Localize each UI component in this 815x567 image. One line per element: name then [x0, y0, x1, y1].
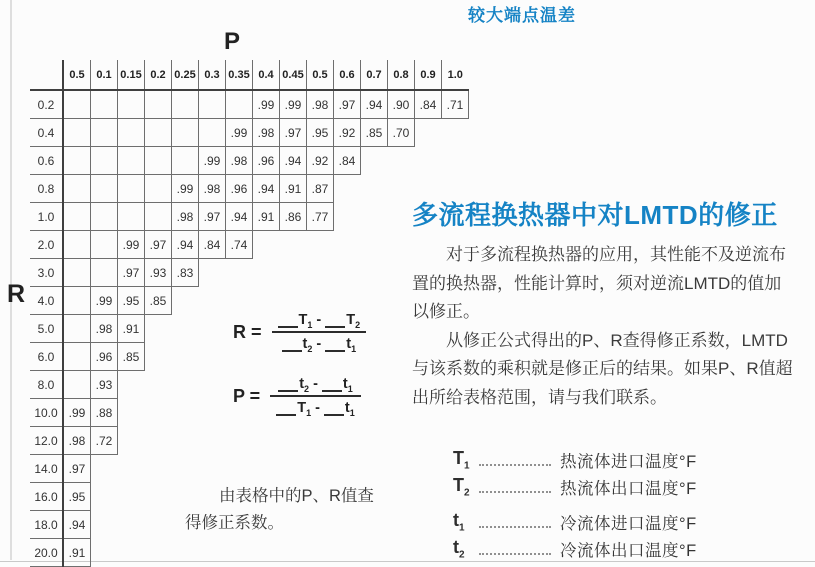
- paragraph-line: 出所给表格范围，请与我们联系。: [412, 387, 667, 407]
- table-cell: .84: [199, 231, 226, 259]
- empty-cell: [145, 371, 172, 399]
- formula-lhs: P =: [233, 385, 261, 406]
- table-cell: [63, 119, 91, 147]
- empty-cell: [280, 259, 307, 287]
- empty-cell: [91, 511, 118, 539]
- table-row: [30, 259, 469, 287]
- r-axis-label: R: [7, 280, 26, 308]
- col-header: 0.9: [415, 60, 442, 90]
- table-cell: [172, 147, 199, 175]
- formula-term: T $_1$: [276, 400, 311, 416]
- empty-cell: [199, 539, 226, 567]
- empty-cell: [415, 539, 442, 567]
- table-cell: .84: [415, 90, 442, 119]
- row-label: 14.0: [30, 455, 63, 483]
- table-cell: [199, 119, 226, 147]
- table-row: [30, 175, 469, 203]
- empty-cell: [415, 455, 442, 483]
- table-cell: [91, 90, 118, 119]
- empty-cell: [334, 455, 361, 483]
- empty-cell: [172, 399, 199, 427]
- table-cell: .96: [226, 175, 253, 203]
- table-cell: .99: [63, 399, 91, 427]
- empty-cell: [172, 455, 199, 483]
- table-cell: .91: [280, 175, 307, 203]
- table-usage-note: [185, 483, 425, 537]
- table-cell: [91, 231, 118, 259]
- table-cell: .88: [91, 399, 118, 427]
- empty-cell: [307, 287, 334, 315]
- table-cell: .98: [253, 119, 280, 147]
- table-cell: [145, 90, 172, 119]
- empty-cell: [91, 539, 118, 567]
- empty-cell: [199, 315, 226, 343]
- empty-cell: [280, 287, 307, 315]
- row-label: 10.0: [30, 399, 63, 427]
- empty-cell: [253, 231, 280, 259]
- table-cell: .96: [91, 343, 118, 371]
- table-row: [30, 203, 469, 231]
- empty-cell: [172, 427, 199, 455]
- legend-item: [453, 534, 697, 561]
- empty-cell: [334, 231, 361, 259]
- table-cell: [118, 90, 145, 119]
- paragraph-line: 对于多流程换热器的应用，其性能不及逆流布: [446, 245, 786, 264]
- empty-cell: [361, 175, 388, 203]
- blank-line: [278, 314, 298, 328]
- blank-line: [325, 314, 345, 328]
- table-cell: .99: [253, 90, 280, 119]
- blank-line: [278, 378, 298, 392]
- note-line: 得修正系数。: [185, 514, 284, 532]
- empty-cell: [172, 539, 199, 567]
- table-row: [30, 287, 469, 315]
- empty-cell: [91, 483, 118, 511]
- formula-term: t $_1$: [325, 336, 356, 352]
- table-cell: [91, 147, 118, 175]
- fraction: [272, 312, 367, 352]
- empty-cell: [307, 231, 334, 259]
- legend-desc: 冷流体进口温度°F: [560, 515, 697, 533]
- table-row: [30, 90, 469, 119]
- table-cell: .92: [307, 147, 334, 175]
- empty-cell: [361, 259, 388, 287]
- table-cell: .98: [172, 203, 199, 231]
- formula-term: t $_2$: [282, 336, 313, 352]
- table-cell: [118, 147, 145, 175]
- legend-desc: 热流体进口温度°F: [560, 453, 697, 471]
- row-label: 0.8: [30, 175, 63, 203]
- formula-term: T $_1$: [278, 312, 313, 328]
- empty-cell: [361, 287, 388, 315]
- empty-cell: [118, 511, 145, 539]
- table-cell: .96: [253, 147, 280, 175]
- formula-lhs: R =: [233, 321, 262, 342]
- table-cell: [91, 203, 118, 231]
- empty-cell: [307, 539, 334, 567]
- table-cell: .99: [118, 231, 145, 259]
- table-cell: .95: [63, 483, 91, 511]
- empty-cell: [388, 259, 415, 287]
- table-cell: [91, 175, 118, 203]
- note-line: 由表格中的P、R值查: [219, 487, 374, 505]
- table-cell: [118, 119, 145, 147]
- legend-symbol: $t_2$: [453, 537, 465, 561]
- table-cell: [199, 90, 226, 119]
- paragraph-line: 以修正。: [412, 302, 480, 321]
- table-cell: .99: [172, 175, 199, 203]
- legend-desc: 冷流体出口温度°F: [560, 542, 697, 560]
- legend-symbol: $T_2$: [453, 475, 470, 499]
- empty-cell: [334, 539, 361, 567]
- table-cell: .93: [145, 259, 172, 287]
- table-cell: [63, 231, 91, 259]
- row-label: 16.0: [30, 483, 63, 511]
- empty-cell: [388, 315, 415, 343]
- numerator: t $_2$ - t $_1$: [270, 376, 361, 397]
- table-cell: .97: [280, 119, 307, 147]
- table-cell: [145, 147, 172, 175]
- empty-cell: [415, 119, 442, 147]
- empty-cell: [145, 511, 172, 539]
- table-cell: .90: [388, 90, 415, 119]
- legend-item: [453, 472, 697, 499]
- table-cell: .83: [172, 259, 199, 287]
- empty-cell: [145, 427, 172, 455]
- table-cell: .71: [442, 90, 469, 119]
- header-row: [30, 60, 469, 90]
- table-cell: .85: [118, 343, 145, 371]
- row-label: 2.0: [30, 231, 63, 259]
- col-header: 0.25: [172, 60, 199, 90]
- table-cell: .97: [63, 455, 91, 483]
- col-header: 0.6: [334, 60, 361, 90]
- paragraph-line: 置的换热器，性能计算时，须对逆流LMTD的值加: [412, 273, 782, 293]
- empty-cell: [145, 315, 172, 343]
- table-cell: .95: [307, 119, 334, 147]
- empty-cell: [118, 539, 145, 567]
- table-cell: .97: [334, 90, 361, 119]
- table-cell: [145, 203, 172, 231]
- blank-line: [325, 338, 345, 352]
- empty-cell: [361, 147, 388, 175]
- empty-cell: [388, 287, 415, 315]
- table-cell: .86: [280, 203, 307, 231]
- paragraph: [412, 241, 806, 327]
- col-header: 0.7: [361, 60, 388, 90]
- table-cell: .99: [199, 147, 226, 175]
- empty-cell: [388, 455, 415, 483]
- row-label: 12.0: [30, 427, 63, 455]
- formula-r: [233, 312, 366, 352]
- denominator: t $_2$ - t $_1$: [272, 333, 367, 352]
- table-cell: .84: [334, 147, 361, 175]
- empty-cell: [280, 539, 307, 567]
- table-cell: .99: [280, 90, 307, 119]
- formula-term: T $_2$: [325, 312, 360, 328]
- legend-desc: 热流体出口温度°F: [560, 480, 697, 498]
- empty-cell: [118, 399, 145, 427]
- empty-cell: [118, 427, 145, 455]
- legend-symbol: $t_1$: [453, 510, 465, 534]
- table-cell: [145, 119, 172, 147]
- empty-cell: [172, 371, 199, 399]
- table-cell: .98: [307, 90, 334, 119]
- table-cell: [63, 287, 91, 315]
- table-cell: [172, 90, 199, 119]
- table-cell: [172, 119, 199, 147]
- table-cell: .91: [253, 203, 280, 231]
- formula-term: t $_1$: [324, 400, 355, 416]
- legend-symbol: $T_1$: [453, 448, 470, 472]
- row-label: 20.0: [30, 539, 63, 567]
- table-cell: [63, 175, 91, 203]
- col-header: 0.5: [63, 60, 91, 90]
- row-label: 18.0: [30, 511, 63, 539]
- table-cell: [145, 175, 172, 203]
- row-label: 5.0: [30, 315, 63, 343]
- formula-term: t $_2$: [278, 376, 309, 392]
- table-cell: .70: [388, 119, 415, 147]
- row-label: 4.0: [30, 287, 63, 315]
- empty-cell: [118, 455, 145, 483]
- table-cell: .77: [307, 203, 334, 231]
- p-axis-label: P: [224, 28, 241, 55]
- col-header: 0.45: [280, 60, 307, 90]
- paragraph-line: 从修正公式得出的P、R查得修正系数，LMTD: [446, 330, 788, 350]
- top-label-larger-end-temp-diff: 较大端点温差: [468, 6, 576, 25]
- table-cell: .94: [361, 90, 388, 119]
- empty-cell: [388, 427, 415, 455]
- empty-cell: [280, 231, 307, 259]
- legend-item: [453, 445, 697, 472]
- empty-cell: [199, 399, 226, 427]
- table-cell: .98: [91, 315, 118, 343]
- col-header: 0.35: [226, 60, 253, 90]
- table-row: [30, 119, 469, 147]
- formula-p: [233, 376, 366, 416]
- empty-cell: [334, 287, 361, 315]
- formula-term: t $_1$: [322, 376, 353, 392]
- table-cell: .94: [280, 147, 307, 175]
- table-cell: .99: [91, 287, 118, 315]
- empty-cell: [172, 287, 199, 315]
- dotted-leader: [479, 553, 551, 555]
- table-cell: .93: [91, 371, 118, 399]
- table-cell: .97: [199, 203, 226, 231]
- table-cell: .94: [63, 511, 91, 539]
- article-title: 多流程换热器中对LMTD的修正: [412, 200, 778, 230]
- empty-cell: [145, 539, 172, 567]
- table-cell: .98: [199, 175, 226, 203]
- table-cell: .85: [361, 119, 388, 147]
- empty-cell: [145, 343, 172, 371]
- col-header: 0.5: [307, 60, 334, 90]
- blank-line: [282, 338, 302, 352]
- empty-cell: [253, 259, 280, 287]
- empty-cell: [388, 175, 415, 203]
- table-row: [30, 231, 469, 259]
- empty-cell: [361, 539, 388, 567]
- table-cell: .97: [118, 259, 145, 287]
- empty-cell: [199, 371, 226, 399]
- empty-cell: [307, 259, 334, 287]
- row-label: 1.0: [30, 203, 63, 231]
- table-cell: [91, 259, 118, 287]
- table-cell: [118, 175, 145, 203]
- paragraph-line: 与该系数的乘积就是修正后的结果。如果P、R值超: [412, 359, 793, 378]
- table-cell: [63, 203, 91, 231]
- blank-line: [324, 402, 344, 416]
- empty-cell: [361, 455, 388, 483]
- table-cell: .91: [118, 315, 145, 343]
- empty-cell: [388, 371, 415, 399]
- empty-cell: [199, 455, 226, 483]
- table-cell: .97: [145, 231, 172, 259]
- empty-cell: [145, 483, 172, 511]
- dotted-leader: [479, 526, 551, 528]
- empty-cell: [307, 455, 334, 483]
- empty-cell: [199, 287, 226, 315]
- table-cell: .94: [172, 231, 199, 259]
- empty-cell: [415, 147, 442, 175]
- col-header: 0.1: [91, 60, 118, 90]
- empty-cell: [253, 287, 280, 315]
- table-cell: .94: [253, 175, 280, 203]
- empty-cell: [334, 203, 361, 231]
- row-label: 0.4: [30, 119, 63, 147]
- legend: [453, 445, 697, 561]
- table-cell: .74: [226, 231, 253, 259]
- empty-cell: [226, 455, 253, 483]
- table-cell: .92: [334, 119, 361, 147]
- table-cell: .98: [63, 427, 91, 455]
- col-header: 0.8: [388, 60, 415, 90]
- table-cell: .72: [91, 427, 118, 455]
- table-cell: [226, 90, 253, 119]
- col-header: 0.4: [253, 60, 280, 90]
- empty-cell: [334, 259, 361, 287]
- empty-cell: [253, 455, 280, 483]
- legend-item: [453, 507, 697, 534]
- empty-cell: [388, 539, 415, 567]
- empty-cell: [199, 259, 226, 287]
- blank-line: [276, 402, 296, 416]
- empty-cell: [226, 259, 253, 287]
- table-cell: .98: [226, 147, 253, 175]
- dotted-leader: [479, 491, 551, 493]
- blank-line: [322, 378, 342, 392]
- row-label: 0.2: [30, 90, 63, 119]
- corner-cell: [30, 60, 63, 90]
- row-label: 3.0: [30, 259, 63, 287]
- col-header: 0.15: [118, 60, 145, 90]
- col-header: 0.3: [199, 60, 226, 90]
- empty-cell: [388, 399, 415, 427]
- table-cell: .99: [226, 119, 253, 147]
- table-cell: [63, 315, 91, 343]
- table-cell: [118, 203, 145, 231]
- row-label: 0.6: [30, 147, 63, 175]
- table-cell: .95: [118, 287, 145, 315]
- paragraph: [412, 327, 806, 413]
- empty-cell: [361, 203, 388, 231]
- empty-cell: [199, 343, 226, 371]
- table-cell: [63, 90, 91, 119]
- table-row: [30, 147, 469, 175]
- col-header: 0.2: [145, 60, 172, 90]
- empty-cell: [172, 343, 199, 371]
- empty-cell: [334, 175, 361, 203]
- fraction: [270, 376, 361, 416]
- table-cell: .85: [145, 287, 172, 315]
- table-cell: [91, 119, 118, 147]
- dotted-leader: [479, 464, 551, 466]
- empty-cell: [361, 231, 388, 259]
- row-label: 6.0: [30, 343, 63, 371]
- article-paragraphs: [412, 241, 806, 412]
- table-row: [30, 455, 469, 483]
- empty-cell: [118, 371, 145, 399]
- empty-cell: [280, 455, 307, 483]
- empty-cell: [226, 539, 253, 567]
- empty-cell: [388, 147, 415, 175]
- empty-cell: [388, 203, 415, 231]
- table-cell: [63, 343, 91, 371]
- table-cell: .91: [63, 539, 91, 567]
- col-header: 1.0: [442, 60, 469, 90]
- table-cell: .94: [226, 203, 253, 231]
- denominator: T $_1$ - t $_1$: [270, 397, 361, 416]
- table-row: [30, 539, 469, 567]
- empty-cell: [145, 455, 172, 483]
- row-label: 8.0: [30, 371, 63, 399]
- empty-cell: [118, 483, 145, 511]
- numerator: T $_1$ - T $_2$: [272, 312, 367, 333]
- empty-cell: [91, 455, 118, 483]
- empty-cell: [145, 399, 172, 427]
- empty-cell: [442, 119, 469, 147]
- empty-cell: [199, 427, 226, 455]
- table-cell: [63, 371, 91, 399]
- empty-cell: [388, 343, 415, 371]
- empty-cell: [388, 231, 415, 259]
- empty-cell: [226, 287, 253, 315]
- empty-cell: [172, 315, 199, 343]
- table-cell: [63, 147, 91, 175]
- empty-cell: [415, 427, 442, 455]
- empty-cell: [253, 539, 280, 567]
- formulas-block: [233, 312, 366, 440]
- table-cell: .87: [307, 175, 334, 203]
- empty-cell: [442, 147, 469, 175]
- table-cell: [63, 259, 91, 287]
